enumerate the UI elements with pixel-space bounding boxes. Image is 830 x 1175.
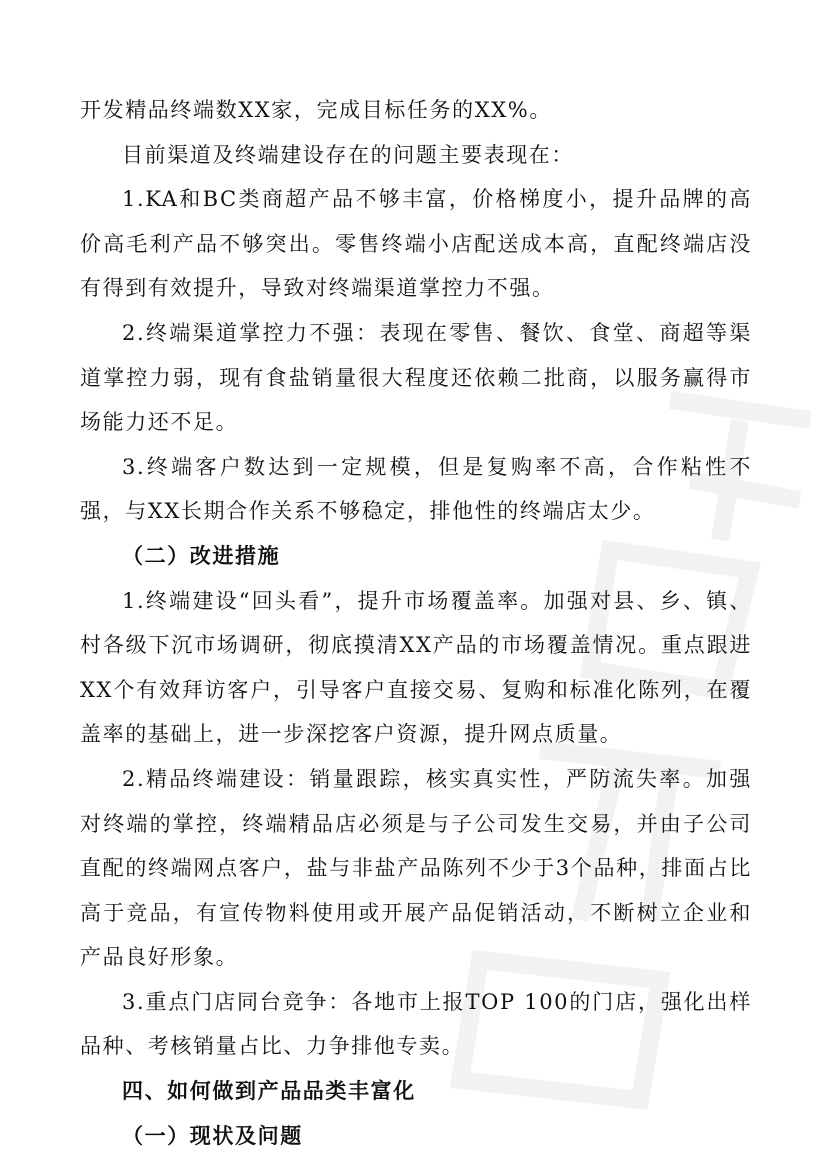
paragraph-problem-intro: 目前渠道及终端建设存在的问题主要表现在：	[122, 142, 574, 167]
paragraph-measure-3: 3.重点门店同台竞争：各地市上报TOP 100的门店，强化出样品种、考核销量占比、力争排他专卖。	[80, 989, 752, 1059]
paragraph-measure-1: 1.终端建设“回头看”，提升市场覆盖率。加强对县、乡、镇、村各级下沉市场调研，彻底摸清XX产品的市场覆盖情况。重点跟进XX个有效拜访客户，引导客户直接交易、复购和标准化陈列，在覆盖率的基础上，进一步深挖客户资源，提升网点质量。	[80, 588, 752, 747]
paragraph-continued: 开发精品终端数XX家，完成目标任务的XX%。	[80, 98, 552, 122]
subheading-improvement: （二）改进措施	[122, 542, 281, 568]
document-body	[80, 88, 752, 1158]
paragraph-problem-3: 3.终端客户数达到一定规模，但是复购率不高，合作粘性不强，与XX长期合作关系不够稳定，排他性的终端店太少。	[80, 454, 752, 524]
section-heading-four: 四、如何做到产品品类丰富化	[122, 1078, 416, 1104]
paragraph-measure-2: 2.精品终端建设：销量跟踪，核实真实性，严防流失率。加强对终端的掌控，终端精品店必须是与子公司发生交易，并由子公司直配的终端网点客户，盐与非盐产品陈列不少于3个品种，排面占比高于竞品，有宣传物料使用或开展产品促销活动，不断树立企业和产品良好形象。	[80, 766, 752, 970]
subheading-status: （一）现状及问题	[122, 1122, 303, 1148]
paragraph-problem-2: 2.终端渠道掌控力不强：表现在零售、餐饮、食堂、商超等渠道掌控力弱，现有食盐销量很大程度还依赖二批商，以服务赢得市场能力还不足。	[80, 320, 752, 435]
paragraph-problem-1: 1.KA和BC类商超产品不够丰富，价格梯度小，提升品牌的高价高毛利产品不够突出。零售终端小店配送成本高，直配终端店没有得到有效提升，导致对终端渠道掌控力不强。	[80, 187, 752, 301]
